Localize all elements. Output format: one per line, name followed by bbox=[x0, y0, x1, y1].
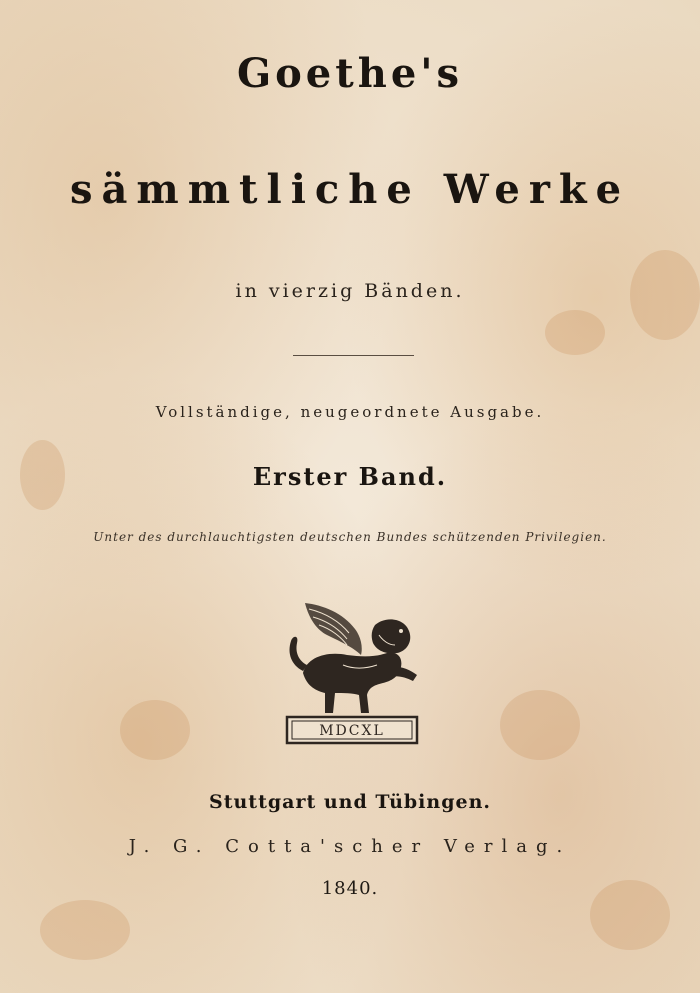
foxing-spot bbox=[500, 690, 580, 760]
edition-line: Vollständige, neugeordnete Ausgabe. bbox=[155, 403, 545, 421]
winged-lion-griffin-emblem bbox=[283, 595, 423, 750]
work-title: sämmtliche Werke bbox=[69, 166, 631, 213]
imprint-year: 1840. bbox=[321, 878, 379, 899]
volumes-subtitle: in vierzig Bänden. bbox=[235, 280, 465, 302]
divider-rule bbox=[293, 355, 414, 356]
volume-label: Erster Band. bbox=[252, 462, 448, 491]
author-heading: Goethe's bbox=[236, 50, 464, 97]
emblem-plinth-text: MDCXL bbox=[319, 723, 385, 739]
winged-lion-griffin-emblem-icon bbox=[283, 595, 423, 750]
imprint-publisher: J. G. Cotta'scher Verlag. bbox=[128, 836, 572, 857]
foxing-spot bbox=[545, 310, 605, 355]
imprint-place: Stuttgart und Tübingen. bbox=[209, 791, 491, 813]
privilege-notice: Unter des durchlauchtigsten deutschen Bundes schützenden Privilegien. bbox=[93, 530, 607, 544]
foxing-spot bbox=[40, 900, 130, 960]
foxing-spot bbox=[120, 700, 190, 760]
